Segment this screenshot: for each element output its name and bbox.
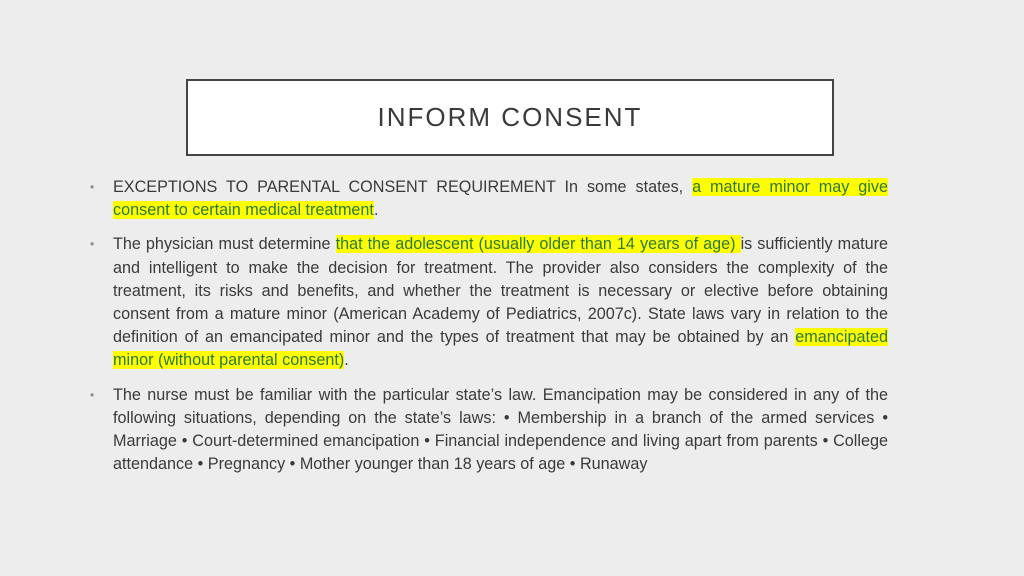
bullet-segment: is sufficiently mature and intelligent to make the decision for treatment. The provider also considers the complexity of the treatment, its risks and benefits, and whether the treatment is necessary or elective before obtaining consent from a mature minor (American Academy of Pediatrics, 2007c). State laws vary in relation to the definition of an emancipated minor and the types of treatment that may be obtained by an — [113, 235, 889, 347]
bullet-dot-icon: • — [90, 387, 95, 402]
bullet-item-3 — [88, 384, 888, 477]
bullet-segment: . — [373, 201, 379, 220]
bullet-text — [113, 176, 888, 222]
highlighted-text: that the adolescent (usually older than 14 years of age) — [335, 235, 741, 254]
bullet-item-1 — [88, 176, 888, 222]
title-box — [186, 79, 834, 156]
bullet-item-2 — [88, 233, 888, 372]
highlighted-text: a mature minor may give consent to certain medical treatment — [113, 178, 888, 220]
bullet-segment: The physician must determine — [113, 235, 336, 254]
bullet-text — [113, 384, 888, 477]
highlighted-text: emancipated minor (without parental consent) — [113, 328, 888, 370]
bullet-list — [88, 176, 888, 487]
bullet-segment: EXCEPTIONS TO PARENTAL CONSENT REQUIREMENT In some states, — [113, 178, 693, 196]
bullet-dot-icon: • — [90, 237, 95, 252]
bullet-dot-icon: • — [90, 180, 95, 194]
bullet-segment: The nurse must be familiar with the particular state’s law. Emancipation may be considered in any of the following situations, depending on the state’s laws: • Membership in a branch of the armed services • Marriage • Court-determined emancipation • Financial independence and living apart from parents • College attendance • Pregnancy • Mother younger than 18 years of age • Runaway — [113, 385, 888, 474]
bullet-text — [113, 233, 888, 372]
slide-title: INFORM CONSENT — [377, 102, 643, 132]
bullet-segment: . — [344, 351, 349, 370]
